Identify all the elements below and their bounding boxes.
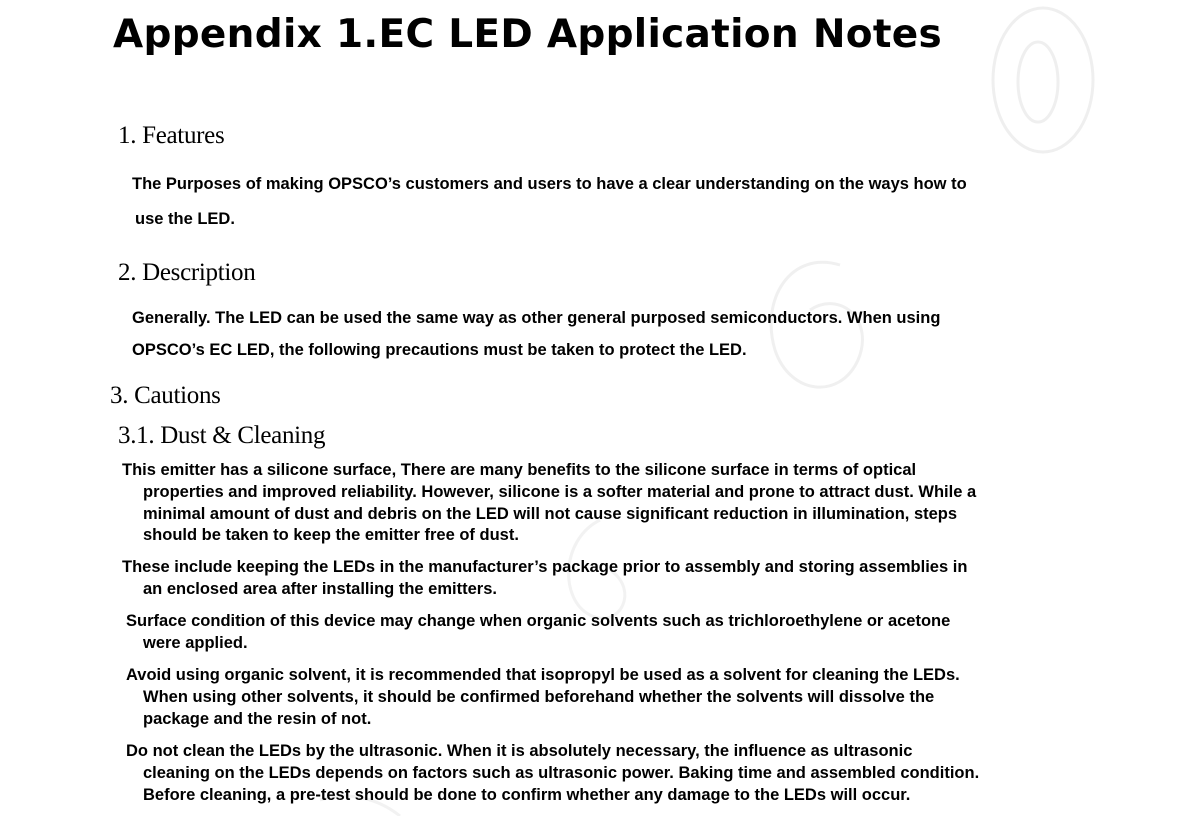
paragraph-line: This emitter has a silicone surface, There are many benefits to the silicone surface in terms of optical — [122, 461, 917, 479]
paragraph-line: Avoid using organic solvent, it is recommended that isopropyl be used as a solvent for cleaning the LEDs. — [126, 666, 960, 684]
paragraph-line: cleaning on the LEDs depends on factors such as ultrasonic power. Baking time and assembled condition. — [143, 763, 980, 782]
paragraph-line: minimal amount of dust and debris on the LED will not cause significant reduction in illumination, steps — [143, 504, 958, 523]
section-heading-cautions: 3. Cautions — [110, 382, 221, 409]
paragraph-line: properties and improved reliability. However, silicone is a softer material and prone to attract dust. While a — [143, 482, 977, 501]
paragraph-line: an enclosed area after installing the emitters. — [143, 579, 497, 598]
description-line-2: OPSCO’s EC LED, the following precautions must be taken to protect the LED. — [132, 341, 747, 359]
cautions-paragraph-2 — [122, 557, 967, 601]
subsection-heading-dust-cleaning: 3.1. Dust & Cleaning — [118, 422, 326, 449]
paragraph-line: Before cleaning, a pre-test should be done to confirm whether any damage to the LEDs will occur. — [143, 785, 911, 804]
paragraph-line: When using other solvents, it should be confirmed beforehand whether the solvents will dissolve the — [143, 687, 935, 706]
cautions-paragraph-5 — [126, 741, 979, 806]
description-line-1: Generally. The LED can be used the same way as other general purposed semiconductors. When using — [132, 309, 941, 327]
section-heading-features: 1. Features — [118, 122, 225, 149]
paragraph-line: package and the resin of not. — [143, 709, 372, 728]
cautions-paragraph-4 — [126, 665, 960, 730]
cautions-paragraph-1 — [122, 460, 976, 547]
paragraph-line: Do not clean the LEDs by the ultrasonic. When it is absolutely necessary, the influence as ultrasonic — [126, 742, 913, 760]
section-heading-description: 2. Description — [118, 259, 256, 286]
paragraph-line: These include keeping the LEDs in the manufacturer’s package prior to assembly and storing assemblies in — [122, 558, 968, 576]
cautions-paragraph-3 — [126, 611, 950, 655]
features-line-1: The Purposes of making OPSCO’s customers and users to have a clear understanding on the ways how to — [132, 175, 967, 193]
page-title: Appendix 1.EC LED Application Notes — [113, 12, 943, 57]
paragraph-line: Surface condition of this device may change when organic solvents such as trichloroethylene or acetone — [126, 612, 951, 630]
paragraph-line: should be taken to keep the emitter free of dust. — [143, 526, 519, 545]
features-line-2: use the LED. — [135, 210, 235, 228]
paragraph-line: were applied. — [143, 633, 248, 652]
